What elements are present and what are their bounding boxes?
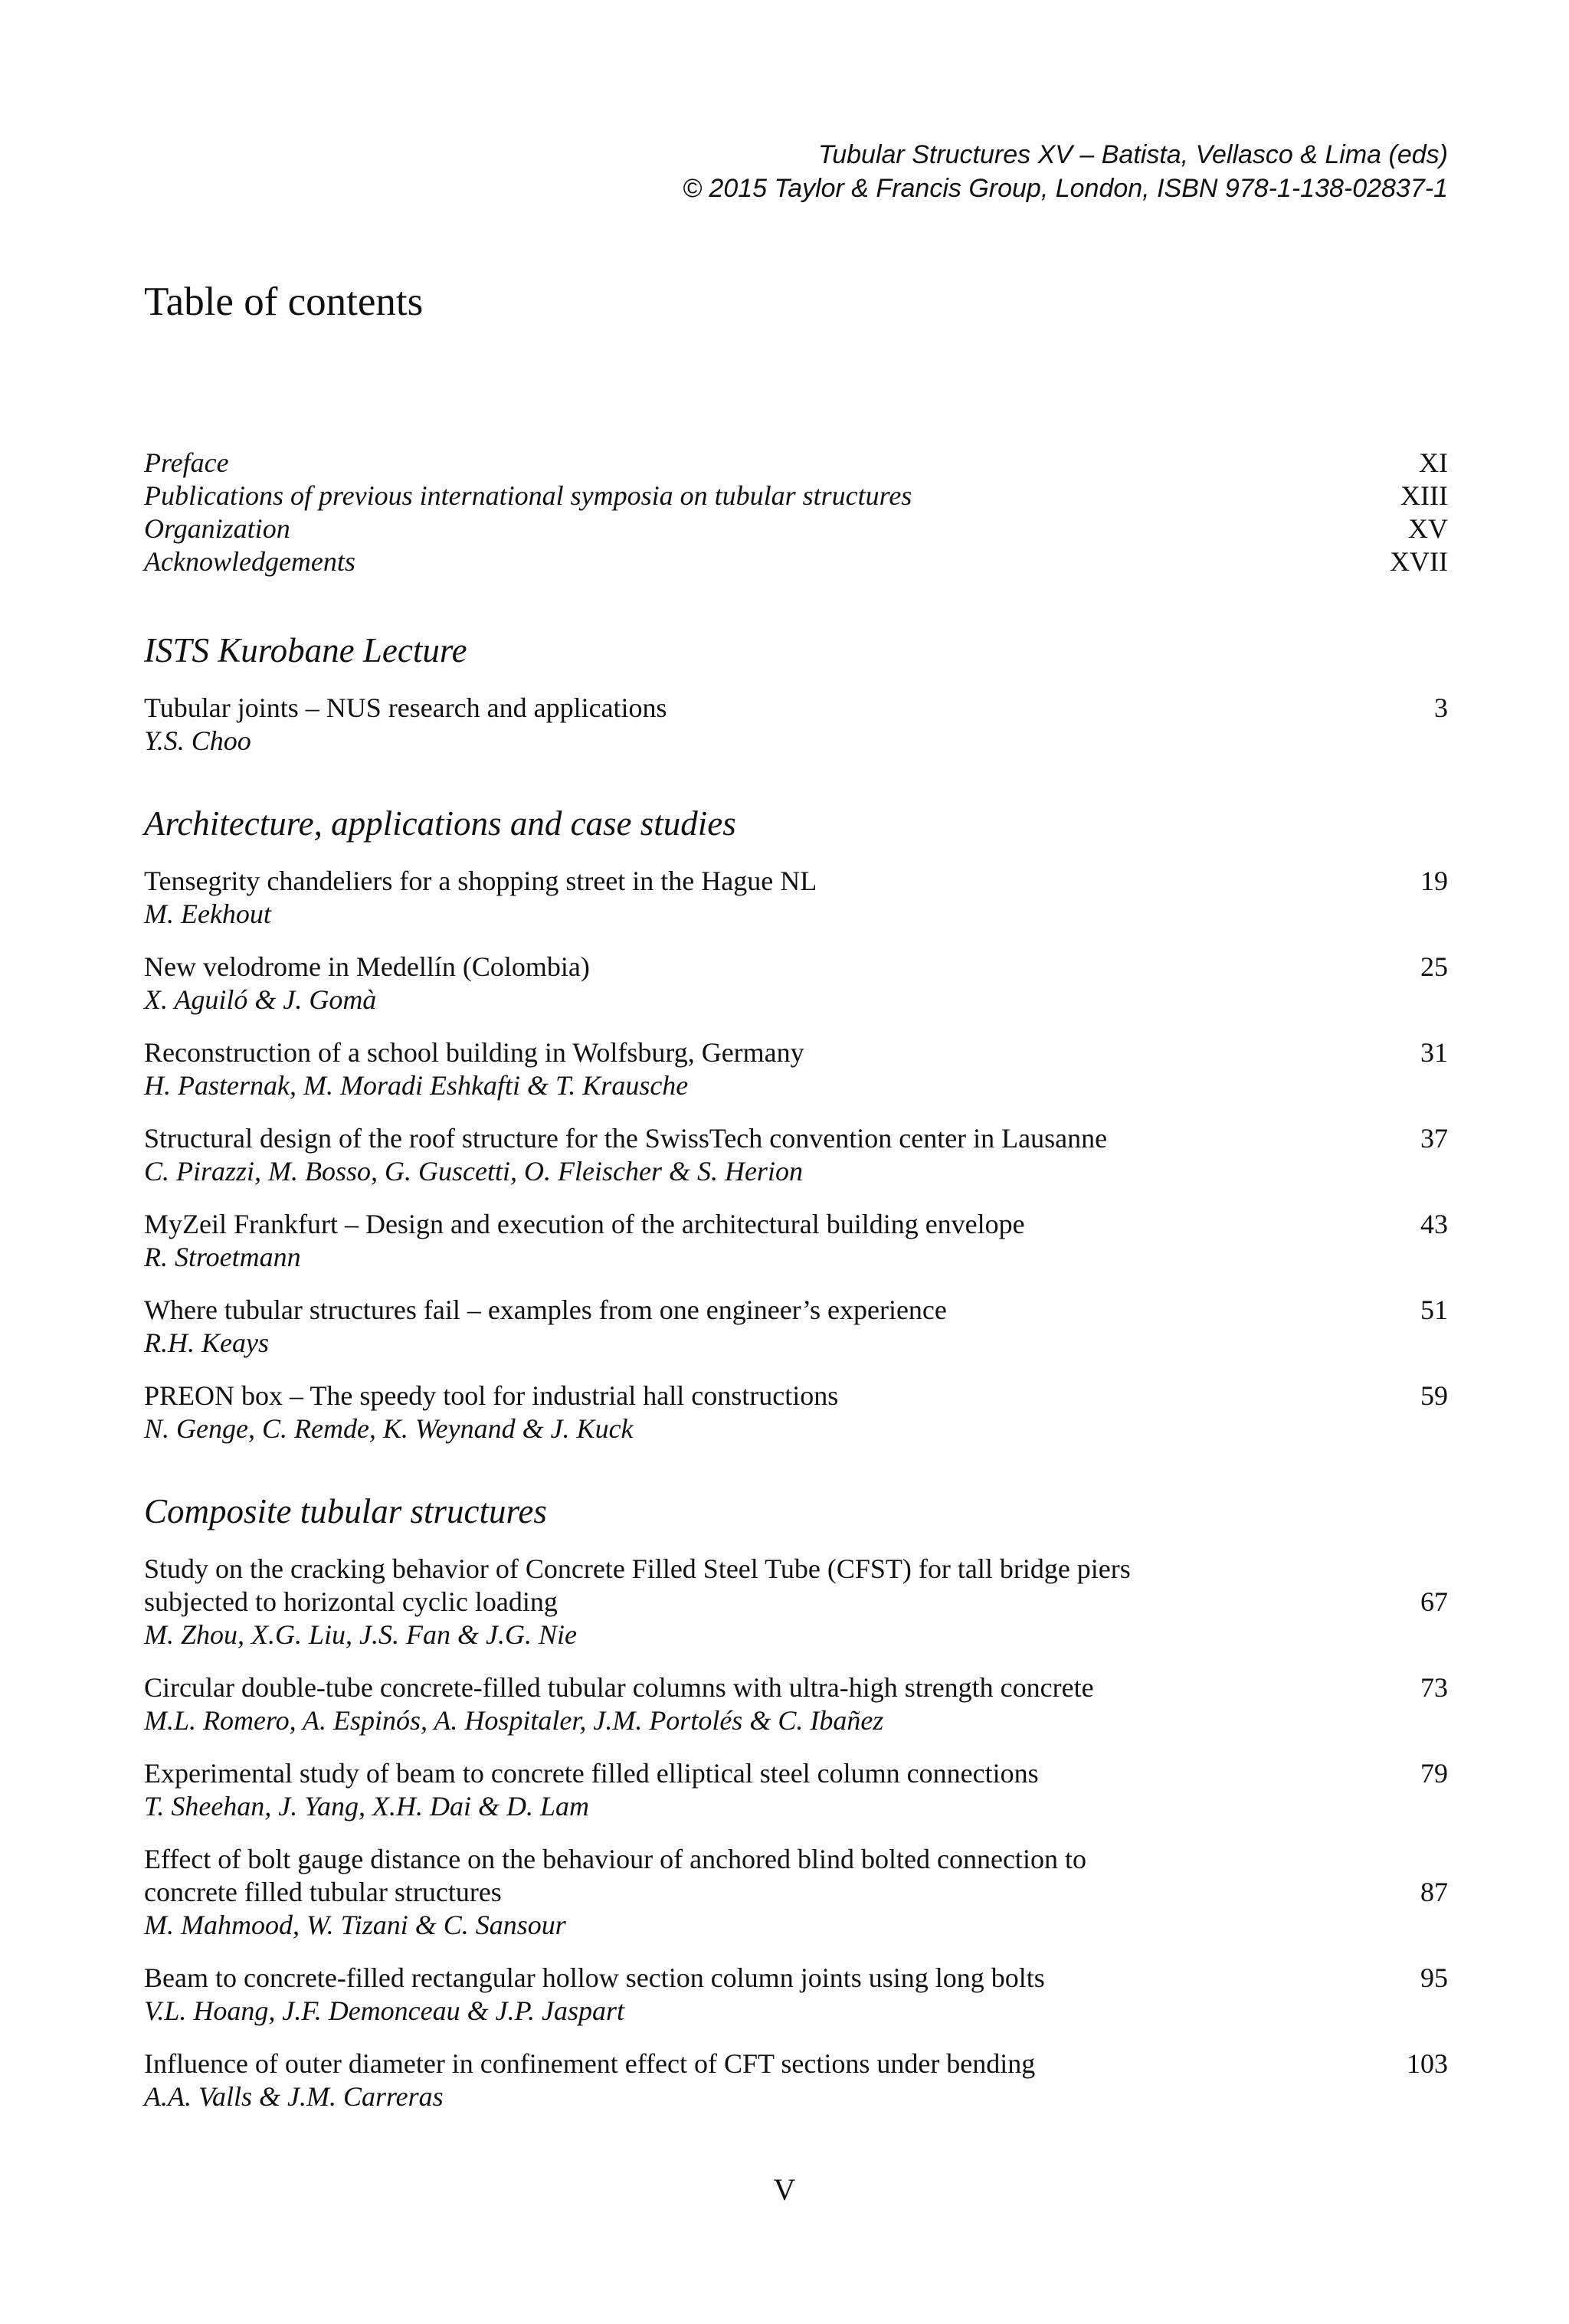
entry-title: Tubular joints – NUS research and applications	[144, 692, 667, 723]
entry-text	[144, 692, 667, 758]
toc-entry[interactable]	[144, 865, 1448, 931]
section-entries	[144, 692, 1448, 758]
toc-entry[interactable]	[144, 951, 1448, 1016]
entry-page: 19	[1420, 866, 1448, 896]
entry-page: 79	[1420, 1758, 1448, 1789]
front-matter-page: XIII	[1400, 480, 1448, 511]
entry-text	[144, 1962, 1045, 2028]
entry-page: 31	[1420, 1037, 1448, 1068]
toc-entry[interactable]	[144, 1843, 1448, 1942]
section-entries	[144, 1553, 1448, 2113]
front-matter-title: Acknowledgements	[144, 546, 355, 577]
entry-page: 59	[1420, 1380, 1448, 1411]
entry-title-line: concrete filled tubular structures	[144, 1877, 502, 1907]
entry-page: 43	[1420, 1209, 1448, 1239]
section-heading: Architecture, applications and case studies	[144, 804, 736, 843]
entry-text	[144, 1671, 1094, 1737]
entry-page: 51	[1420, 1295, 1448, 1325]
entry-authors: C. Pirazzi, M. Bosso, G. Guscetti, O. Fleischer & S. Herion	[144, 1156, 803, 1187]
entry-authors: A.A. Valls & J.M. Carreras	[144, 2081, 444, 2112]
front-matter-page: XI	[1419, 447, 1448, 478]
entry-page: 95	[1420, 1962, 1448, 1993]
entry-page: 67	[1420, 1586, 1448, 1617]
front-matter-item[interactable]	[144, 512, 1448, 545]
entry-text	[144, 1380, 838, 1445]
front-matter-item[interactable]	[144, 480, 1448, 512]
section-entries	[144, 865, 1448, 1445]
entry-text	[144, 2047, 1035, 2113]
entry-title: PREON box – The speedy tool for industrial hall constructions	[144, 1380, 839, 1411]
entry-title-line: Effect of bolt gauge distance on the behaviour of anchored blind bolted connection to	[144, 1844, 1086, 1874]
toc-entry[interactable]	[144, 2047, 1448, 2113]
entry-authors: N. Genge, C. Remde, K. Weynand & J. Kuck	[144, 1413, 634, 1444]
front-matter-page: XVII	[1390, 546, 1448, 577]
entry-title: Beam to concrete-filled rectangular hollow section column joints using long bolts	[144, 1962, 1045, 1993]
entry-text	[144, 1122, 1107, 1188]
entry-page: 87	[1420, 1877, 1448, 1907]
front-matter-title: Preface	[144, 447, 229, 478]
page-number: V	[773, 2172, 796, 2207]
entry-authors: M. Mahmood, W. Tizani & C. Sansour	[144, 1910, 566, 1940]
entry-page: 103	[1407, 2048, 1448, 2079]
toc-entry[interactable]	[144, 1036, 1448, 1102]
entry-authors: T. Sheehan, J. Yang, X.H. Dai & D. Lam	[144, 1791, 590, 1822]
entry-text	[144, 1553, 1131, 1651]
entry-title: Tensegrity chandeliers for a shopping street in the Hague NL	[144, 866, 817, 896]
toc-entry[interactable]	[144, 1962, 1448, 2028]
entry-authors: Y.S. Choo	[144, 725, 251, 756]
toc-entry[interactable]	[144, 1380, 1448, 1445]
entry-title: Influence of outer diameter in confinement effect of CFT sections under bending	[144, 2048, 1036, 2079]
toc-entry[interactable]	[144, 692, 1448, 758]
front-matter-page: XV	[1408, 513, 1448, 544]
front-matter-title: Publications of previous international symposia on tubular structures	[144, 480, 912, 511]
entry-title: Structural design of the roof structure for the SwissTech convention center in Lausanne	[144, 1123, 1108, 1154]
toc-entry[interactable]	[144, 1671, 1448, 1737]
entry-authors: X. Aguiló & J. Gomà	[144, 984, 377, 1015]
entry-title: Experimental study of beam to concrete filled elliptical steel column connections	[144, 1758, 1039, 1789]
entry-text	[144, 1294, 947, 1360]
entry-text	[144, 865, 817, 931]
entry-title: New velodrome in Medellín (Colombia)	[144, 951, 590, 982]
page-title: Table of contents	[144, 280, 424, 324]
entry-text	[144, 1757, 1039, 1823]
entry-title-line: subjected to horizontal cyclic loading	[144, 1586, 558, 1617]
entry-page: 25	[1420, 951, 1448, 982]
entry-authors: R. Stroetmann	[144, 1242, 301, 1272]
entry-text	[144, 951, 590, 1016]
entry-title-line: Study on the cracking behavior of Concrete Filled Steel Tube (CFST) for tall bridge piers	[144, 1553, 1131, 1584]
entry-authors: V.L. Hoang, J.F. Demonceau & J.P. Jaspart	[144, 1995, 624, 2026]
toc-entry[interactable]	[144, 1122, 1448, 1188]
front-matter-item[interactable]	[144, 545, 1448, 578]
section-heading: Composite tubular structures	[144, 1492, 547, 1530]
header-book-title: Tubular Structures XV – Batista, Vellasco & Lima (eds)	[817, 140, 1448, 169]
entry-title: Reconstruction of a school building in Wolfsburg, Germany	[144, 1037, 804, 1068]
entry-text	[144, 1208, 1025, 1274]
toc-content	[144, 447, 1448, 2113]
section-heading: ISTS Kurobane Lecture	[144, 631, 467, 669]
entry-page: 73	[1420, 1672, 1448, 1703]
entry-authors: M. Zhou, X.G. Liu, J.S. Fan & J.G. Nie	[144, 1619, 577, 1650]
entry-authors: M.L. Romero, A. Espinós, A. Hospitaler, J.M. Portolés & C. Ibañez	[144, 1705, 884, 1736]
running-header	[683, 138, 1448, 205]
entry-title: Circular double-tube concrete-filled tubular columns with ultra-high strength concrete	[144, 1672, 1094, 1703]
front-matter-item[interactable]	[144, 447, 1448, 480]
entry-authors: H. Pasternak, M. Moradi Eshkafti & T. Krausche	[144, 1070, 689, 1101]
entry-page: 3	[1434, 692, 1448, 723]
entry-authors: R.H. Keays	[144, 1327, 269, 1358]
toc-entry[interactable]	[144, 1757, 1448, 1823]
front-matter-title: Organization	[144, 513, 290, 544]
toc-entry[interactable]	[144, 1294, 1448, 1360]
entry-title: MyZeil Frankfurt – Design and execution of the architectural building envelope	[144, 1209, 1025, 1239]
header-copyright: © 2015 Taylor & Francis Group, London, ISBN 978-1-138-02837-1	[682, 174, 1448, 203]
toc-entry[interactable]	[144, 1553, 1448, 1651]
entry-authors: M. Eekhout	[144, 899, 271, 929]
toc-entry[interactable]	[144, 1208, 1448, 1274]
entry-text	[144, 1036, 804, 1102]
front-matter-list	[144, 447, 1448, 578]
entry-page: 37	[1420, 1123, 1448, 1154]
entry-title: Where tubular structures fail – examples from one engineer’s experience	[144, 1295, 947, 1325]
entry-text	[144, 1843, 1086, 1942]
